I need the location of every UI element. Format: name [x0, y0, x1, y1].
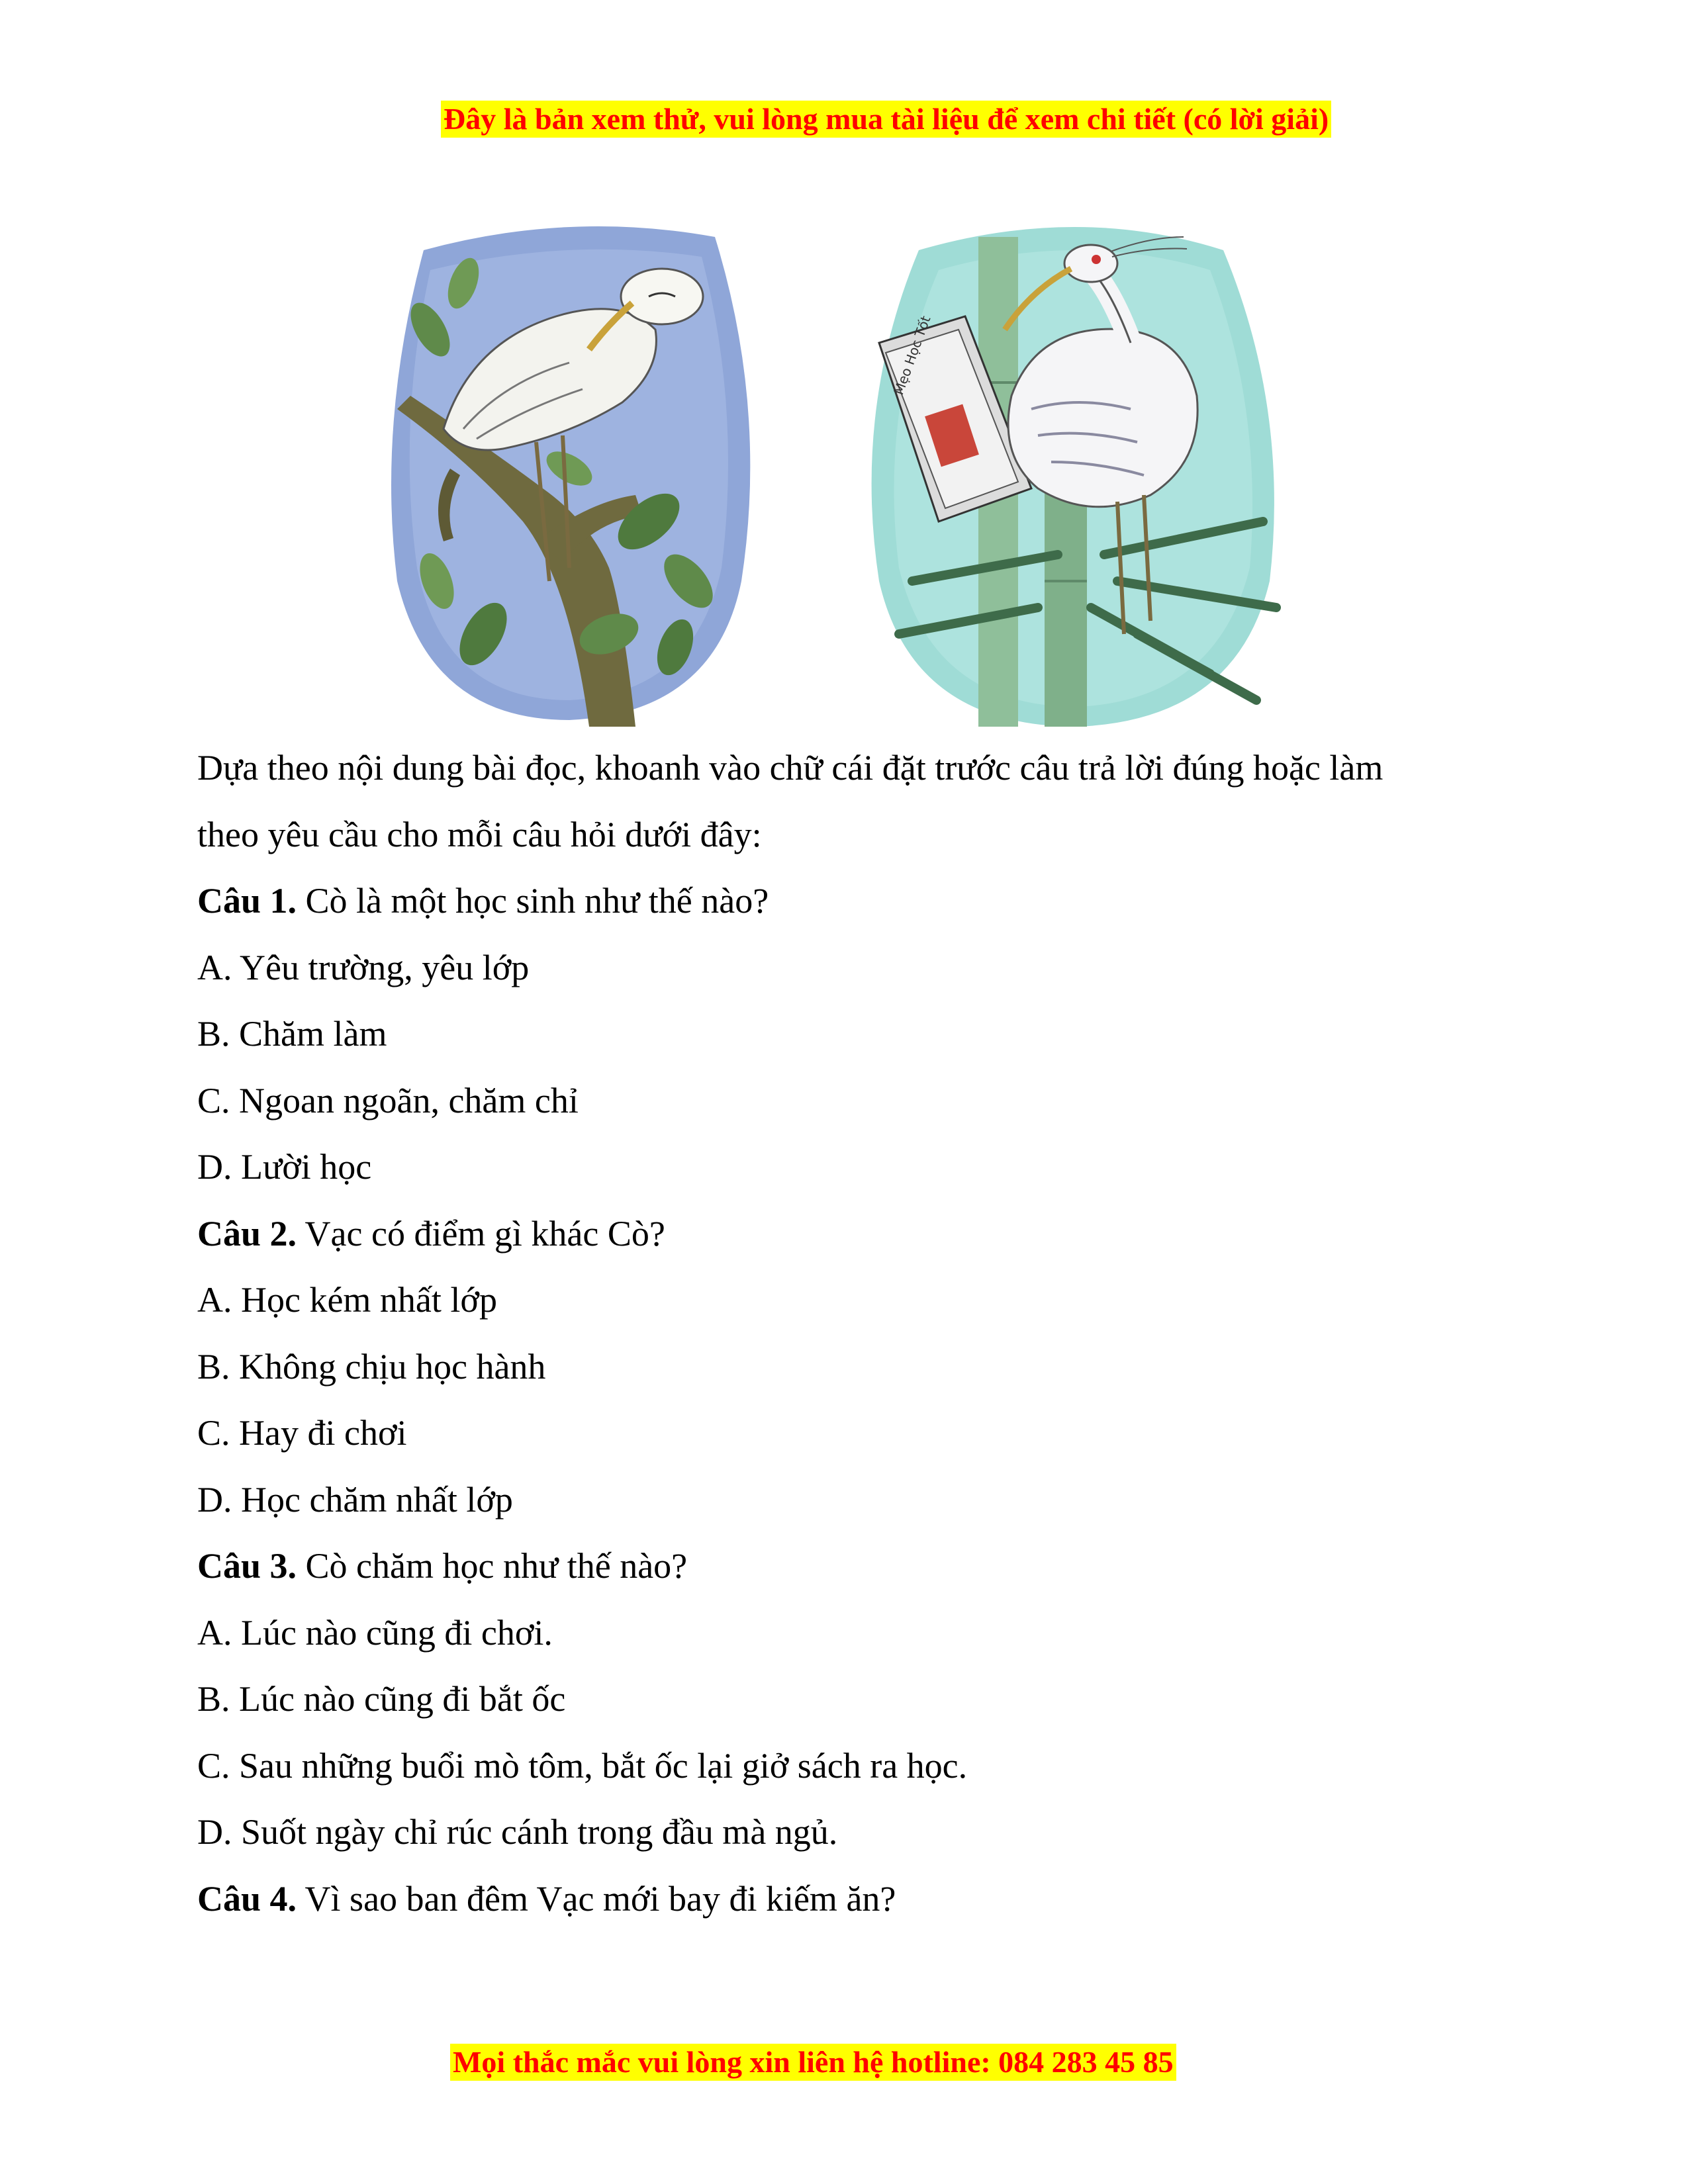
- question-3-option-c: C. Sau những buổi mò tôm, bắt ốc lại giở sách ra học.: [197, 1745, 968, 1786]
- question-2-label: Câu 2.: [197, 1213, 297, 1253]
- question-1-option-a: A. Yêu trường, yêu lớp: [197, 947, 530, 987]
- question-3-option-d: D. Suốt ngày chỉ rúc cánh trong đầu mà ngủ.: [197, 1812, 838, 1852]
- instructions-line-2: theo yêu cầu cho mỗi câu hỏi dưới đây:: [197, 814, 762, 854]
- question-2-option-a: A. Học kém nhất lớp: [197, 1280, 497, 1320]
- question-2-option-b: B. Không chịu học hành: [197, 1346, 546, 1387]
- sleeping-heron-illustration: [371, 210, 765, 727]
- question-1-option-c: C. Ngoan ngoãn, chăm chỉ: [197, 1080, 579, 1120]
- question-3-label: Câu 3.: [197, 1546, 297, 1586]
- question-1-option-b: B. Chăm làm: [197, 1014, 387, 1054]
- question-2-option-c: C. Hay đi chơi: [197, 1413, 407, 1453]
- question-2: [197, 1201, 1495, 1267]
- question-1-text: Cò là một học sinh như thế nào?: [297, 881, 769, 921]
- question-1: [197, 868, 1495, 934]
- worksheet-content: [197, 735, 1495, 1932]
- preview-notice-banner: Đây là bản xem thử, vui lòng mua tài liệu để xem chi tiết (có lời giải): [441, 101, 1331, 138]
- question-1-label: Câu 1.: [197, 881, 297, 921]
- question-2-text: Vạc có điểm gì khác Cò?: [297, 1213, 665, 1253]
- instructions-line-1: Dựa theo nội dung bài đọc, khoanh vào chữ cái đặt trước câu trả lời đúng hoặc làm: [197, 748, 1383, 788]
- question-4-label: Câu 4.: [197, 1878, 297, 1919]
- question-2-option-d: D. Học chăm nhất lớp: [197, 1479, 513, 1520]
- question-4-text: Vì sao ban đêm Vạc mới bay đi kiếm ăn?: [297, 1878, 896, 1919]
- question-3-option-a: A. Lúc nào cũng đi chơi.: [197, 1612, 553, 1653]
- question-4: [197, 1866, 1495, 1933]
- hotline-notice-banner: Mọi thắc mắc vui lòng xin liên hệ hotline: 084 283 45 85: [450, 2044, 1176, 2081]
- reading-heron-illustration: [839, 210, 1303, 733]
- question-3-option-b: B. Lúc nào cũng đi bắt ốc: [197, 1679, 566, 1719]
- book-title: Mẹo Học Tốt: [890, 313, 934, 397]
- question-3-text: Cò chăm học như thế nào?: [297, 1546, 688, 1586]
- question-1-option-d: D. Lười học: [197, 1147, 372, 1187]
- question-3: [197, 1533, 1495, 1600]
